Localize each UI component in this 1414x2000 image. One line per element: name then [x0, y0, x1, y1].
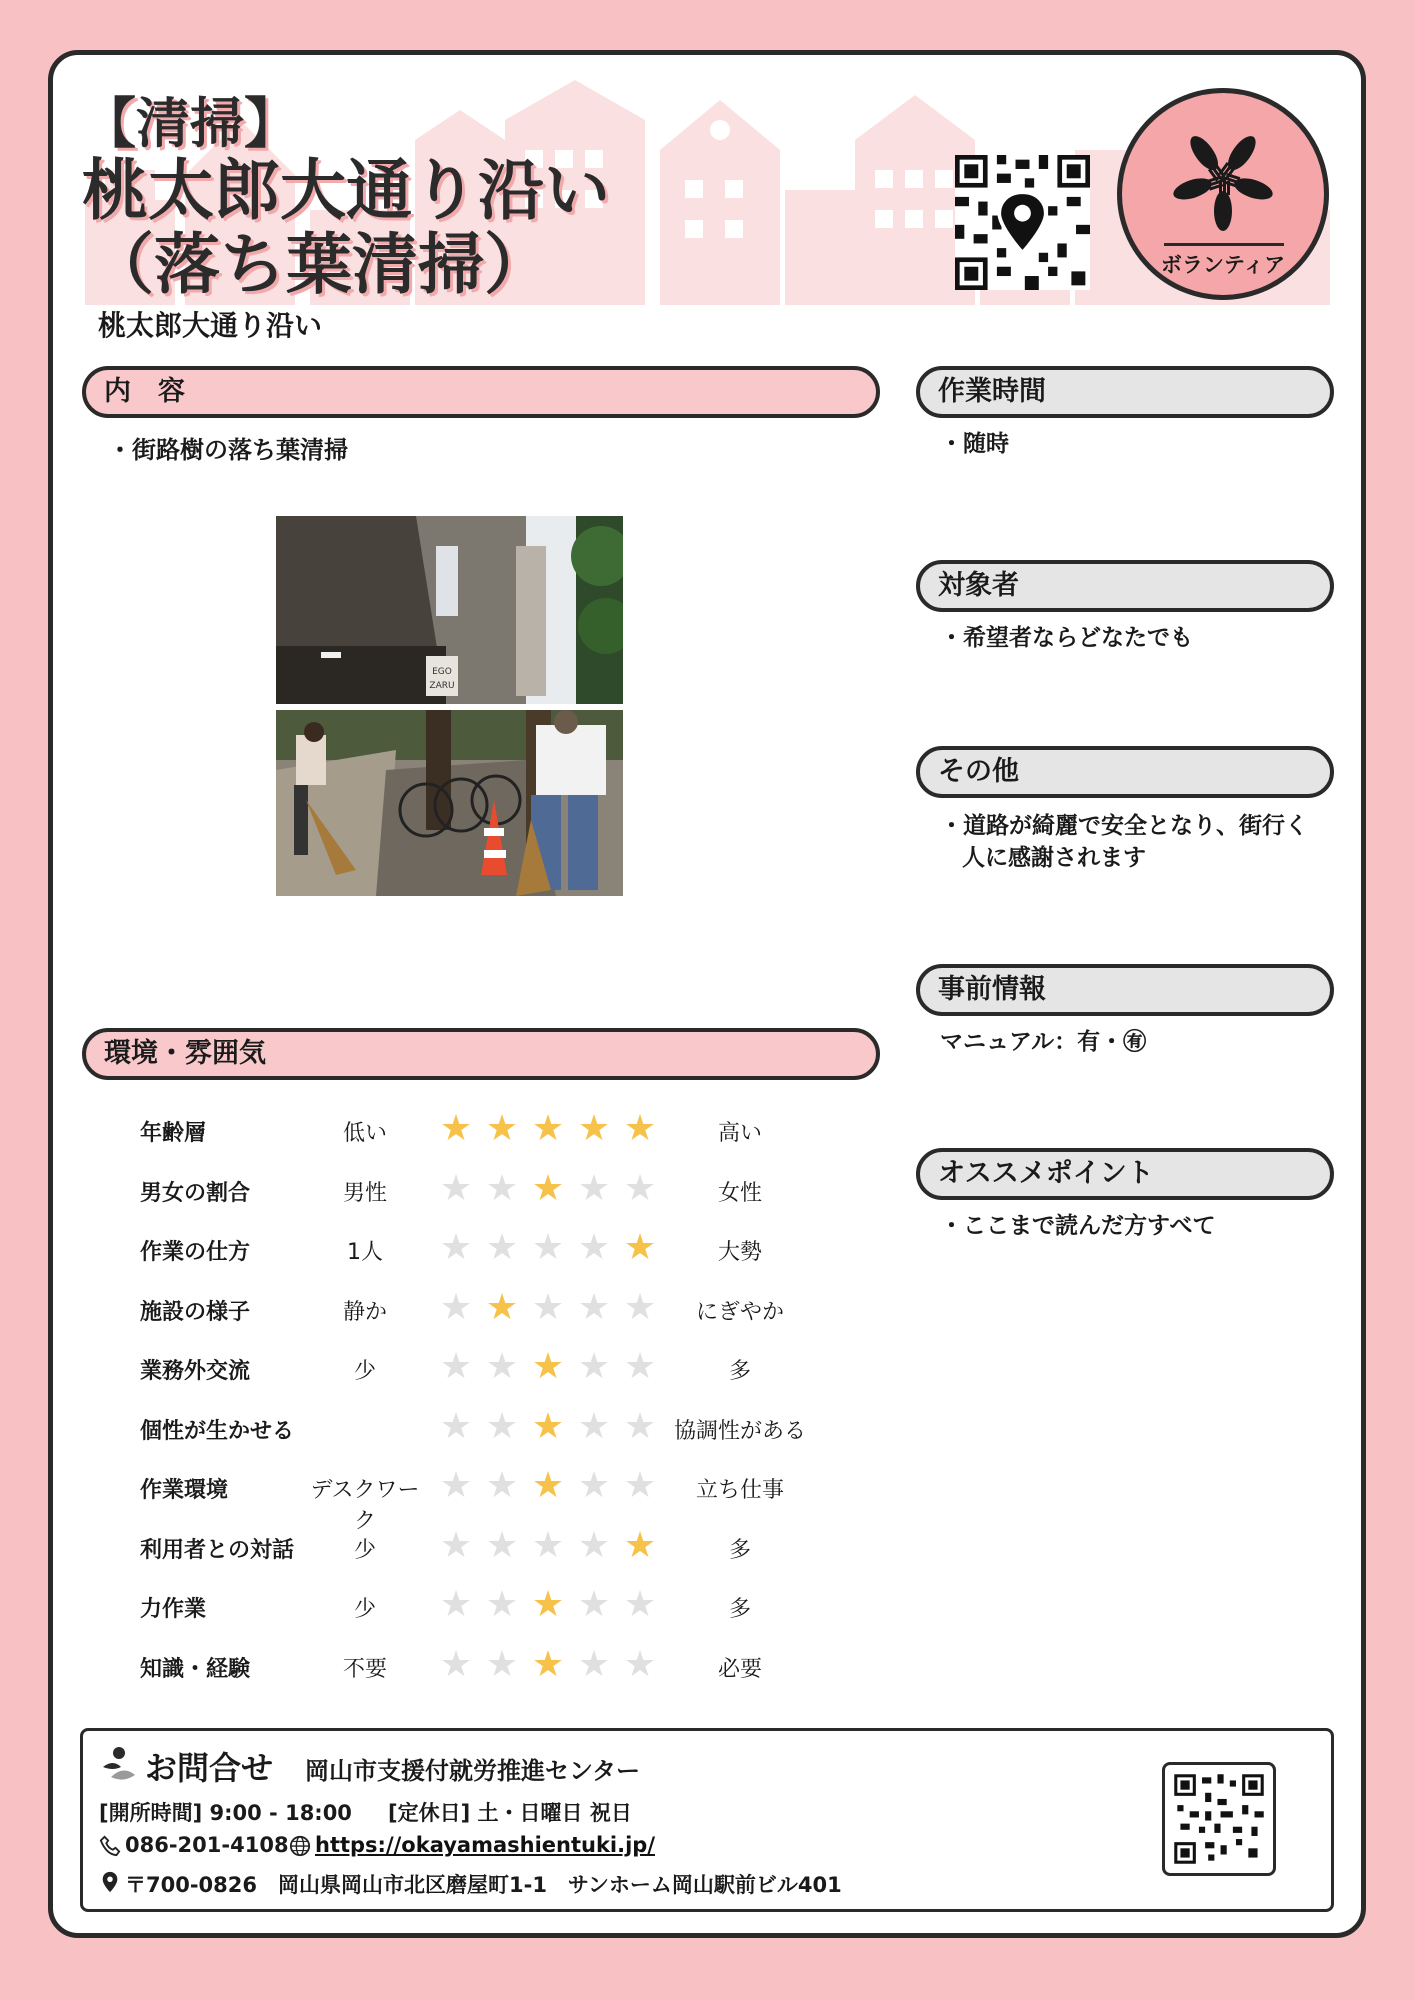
rating-row [140, 1167, 840, 1210]
category-label: 【清掃】 [82, 92, 298, 155]
rating-high-label: 立ち仕事 [695, 1478, 784, 1503]
rating-label: 個性が生かせる [140, 1418, 295, 1444]
prior-info-heading: 事前情報 [916, 964, 1334, 1016]
star-filled-icon: ★ [531, 1167, 565, 1209]
qr-code-icon[interactable] [1162, 1762, 1276, 1876]
rating-low-label: 静か [342, 1299, 387, 1325]
title-line-1: 桃太郎大通り沿い [82, 152, 610, 229]
content-heading: 内 容 [82, 366, 880, 418]
star-empty-icon: ★ [623, 1346, 657, 1387]
star-empty-icon: ★ [623, 1167, 657, 1209]
rating-low-label: 不要 [342, 1656, 387, 1682]
rating-low-label: 1人 [347, 1240, 383, 1265]
star-empty-icon: ★ [485, 1405, 519, 1447]
star-filled-icon: ★ [531, 1643, 565, 1685]
star-empty-icon: ★ [577, 1465, 611, 1506]
rating-label: 年齢層 [140, 1121, 207, 1146]
work-time-heading: 作業時間 [916, 366, 1334, 418]
star-filled-icon: ★ [531, 1405, 565, 1447]
star-empty-icon: ★ [439, 1465, 473, 1506]
star-empty-icon: ★ [623, 1405, 657, 1447]
globe-icon [289, 1835, 311, 1857]
star-empty-icon: ★ [623, 1584, 657, 1625]
star-filled-icon: ★ [485, 1108, 519, 1149]
star-empty-icon: ★ [439, 1524, 473, 1566]
star-rating [433, 1110, 663, 1148]
star-empty-icon: ★ [439, 1227, 473, 1268]
recommend-heading: オススメポイント [916, 1148, 1334, 1200]
star-empty-icon: ★ [623, 1465, 657, 1506]
building-photo [276, 516, 623, 704]
closed-days: [定休日] 土・日曜日 祝日 [388, 1801, 632, 1825]
star-empty-icon: ★ [439, 1584, 473, 1625]
rating-label: 施設の様子 [140, 1299, 251, 1325]
star-empty-icon: ★ [485, 1465, 519, 1506]
rating-row [140, 1405, 840, 1448]
rating-label: 知識・経験 [140, 1656, 251, 1682]
star-rating [433, 1643, 663, 1685]
other-text-line-1: ・道路が綺麗で安全となり、街行く [940, 813, 1308, 839]
location-subtitle: 桃太郎大通り沿い [98, 309, 323, 342]
contact-logo-icon [99, 1745, 139, 1785]
rating-low-label: 少 [353, 1359, 376, 1384]
star-empty-icon: ★ [577, 1524, 611, 1566]
rating-high-label: 協調性がある [673, 1418, 806, 1444]
rating-row [140, 1229, 840, 1269]
svg-text:ZARU: ZARU [429, 681, 455, 691]
star-rating [433, 1586, 663, 1624]
location-pin-icon [99, 1871, 121, 1893]
star-rating [433, 1286, 663, 1328]
rating-high-label: 女性 [717, 1180, 762, 1206]
star-rating [433, 1348, 663, 1386]
rating-label: 男女の割合 [140, 1180, 251, 1206]
star-empty-icon: ★ [439, 1167, 473, 1209]
hands-together-icon [1162, 119, 1284, 237]
rating-row [140, 1586, 840, 1626]
star-empty-icon: ★ [577, 1286, 611, 1328]
environment-heading: 環境・雰囲気 [82, 1028, 880, 1080]
star-empty-icon: ★ [531, 1524, 565, 1566]
star-empty-icon: ★ [577, 1227, 611, 1268]
star-empty-icon: ★ [623, 1286, 657, 1328]
star-empty-icon: ★ [439, 1286, 473, 1328]
rating-label: 力作業 [140, 1597, 207, 1622]
recommend-text: ・ここまで読んだ方すべて [940, 1213, 1216, 1239]
star-filled-icon: ★ [623, 1108, 657, 1149]
rating-row [140, 1643, 840, 1686]
star-empty-icon: ★ [577, 1346, 611, 1387]
star-rating [433, 1524, 663, 1566]
rating-high-label: 高い [717, 1121, 762, 1146]
content-item: ・街路樹の落ち葉清掃 [108, 436, 348, 464]
rating-high-label: 多 [728, 1359, 751, 1384]
rating-high-label: 大勢 [717, 1240, 762, 1265]
star-empty-icon: ★ [439, 1405, 473, 1447]
other-text-line-2: 人に感謝されます [962, 845, 1146, 871]
title-line-2: （落ち葉清掃） [88, 226, 550, 303]
star-empty-icon: ★ [485, 1227, 519, 1268]
other-heading: その他 [916, 746, 1334, 798]
rating-row [140, 1286, 840, 1329]
star-filled-icon: ★ [531, 1108, 565, 1149]
center-name: 岡山市支援付就労推進センター [305, 1757, 641, 1785]
contact-title: お問合せ [145, 1749, 274, 1787]
star-empty-icon: ★ [485, 1346, 519, 1387]
star-filled-icon: ★ [531, 1465, 565, 1506]
star-filled-icon: ★ [485, 1286, 519, 1328]
target-heading: 対象者 [916, 560, 1334, 612]
rating-label: 利用者との対話 [140, 1537, 295, 1563]
prior-info-text: マニュアル：有・㊒ [940, 1029, 1147, 1055]
star-filled-icon: ★ [623, 1524, 657, 1566]
rating-row [140, 1110, 840, 1150]
rating-label: 作業の仕方 [140, 1240, 251, 1265]
star-empty-icon: ★ [485, 1524, 519, 1566]
target-text: ・希望者ならどなたでも [940, 625, 1193, 651]
star-rating [433, 1405, 663, 1447]
svg-text:EGO: EGO [432, 667, 452, 677]
rating-low-label: 少 [353, 1597, 376, 1622]
opening-hours: [開所時間] 9:00 - 18:00 [99, 1801, 352, 1825]
rating-low-label: 少 [353, 1537, 376, 1563]
qr-code-icon[interactable] [955, 155, 1090, 290]
star-filled-icon: ★ [531, 1346, 565, 1387]
phone-icon [99, 1835, 121, 1857]
star-empty-icon: ★ [623, 1643, 657, 1685]
page-title [82, 94, 610, 302]
volunteer-badge [1117, 88, 1329, 300]
star-empty-icon: ★ [485, 1167, 519, 1209]
star-filled-icon: ★ [531, 1584, 565, 1625]
star-empty-icon: ★ [577, 1643, 611, 1685]
star-empty-icon: ★ [577, 1405, 611, 1447]
star-filled-icon: ★ [623, 1227, 657, 1268]
contact-box [80, 1728, 1334, 1912]
star-empty-icon: ★ [577, 1584, 611, 1625]
rating-row [140, 1524, 840, 1567]
star-empty-icon: ★ [439, 1346, 473, 1387]
rating-low-label: デスクワーク [310, 1478, 420, 1534]
rating-low-label: 男性 [342, 1180, 387, 1206]
badge-label: ボランティア [1160, 253, 1286, 277]
website-link[interactable]: https://okayamashientuki.jp/ [315, 1833, 655, 1857]
rating-low-label: 低い [342, 1121, 387, 1146]
phone-number[interactable]: 086-201-4108 [125, 1833, 289, 1857]
star-empty-icon: ★ [577, 1167, 611, 1209]
rating-high-label: 必要 [717, 1656, 762, 1682]
cleaning-photo [276, 710, 623, 896]
rating-high-label: にぎやか [695, 1299, 784, 1325]
rating-row [140, 1465, 840, 1534]
star-rating [433, 1467, 663, 1505]
rating-row [140, 1348, 840, 1388]
rating-label: 作業環境 [140, 1478, 229, 1503]
rating-high-label: 多 [728, 1537, 751, 1563]
star-rating [433, 1229, 663, 1267]
work-time-text: ・随時 [940, 431, 1009, 457]
star-empty-icon: ★ [439, 1643, 473, 1685]
star-empty-icon: ★ [485, 1643, 519, 1685]
star-filled-icon: ★ [439, 1108, 473, 1149]
star-empty-icon: ★ [531, 1286, 565, 1328]
star-rating [433, 1167, 663, 1209]
star-empty-icon: ★ [531, 1227, 565, 1268]
badge-divider [1164, 243, 1284, 246]
star-empty-icon: ★ [485, 1584, 519, 1625]
star-filled-icon: ★ [577, 1108, 611, 1149]
rating-high-label: 多 [728, 1597, 751, 1622]
rating-label: 業務外交流 [140, 1359, 251, 1384]
address: 〒700-0826 岡山県岡山市北区磨屋町1-1 サンホーム岡山駅前ビル401 [125, 1873, 842, 1897]
